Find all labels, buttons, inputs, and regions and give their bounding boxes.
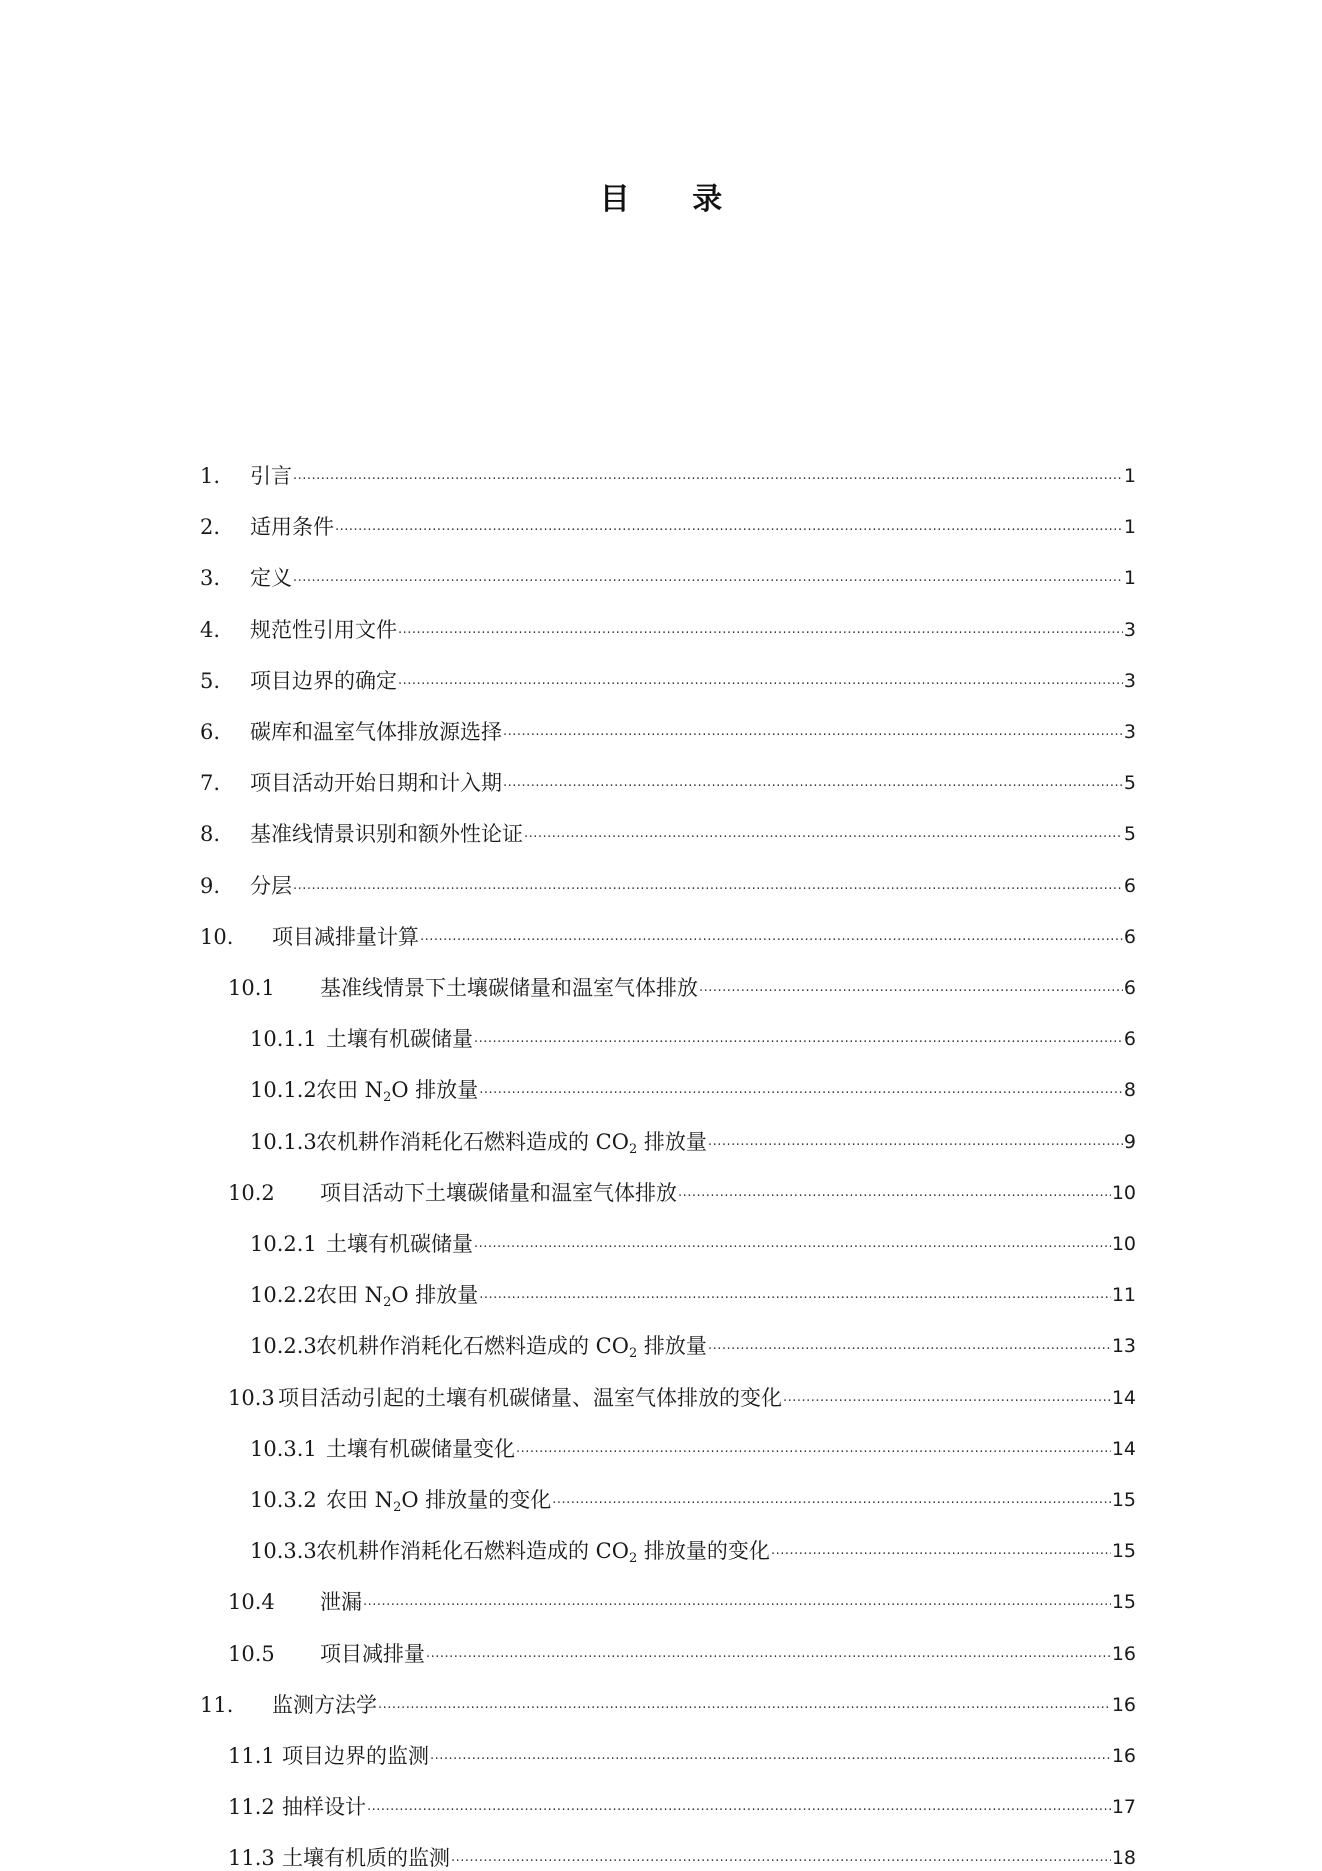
dot-leader: [479, 1077, 1123, 1103]
toc-entry-title: 项目减排量: [320, 1641, 425, 1666]
dot-leader: [503, 719, 1123, 745]
toc-entry-page-number: 15: [1111, 1489, 1136, 1511]
dot-leader: [293, 565, 1123, 591]
toc-entry-page-number: 16: [1111, 1642, 1136, 1665]
toc-entry-title: 监测方法学: [272, 1692, 377, 1717]
toc-entry-title: 农机耕作消耗化石燃料造成的 $CO_2$ 排放量: [316, 1129, 707, 1157]
toc-entry-title: 项目活动引起的土壤有机碳储量、温室气体排放的变化: [278, 1385, 782, 1410]
dot-leader: [398, 668, 1123, 694]
toc-entry-page-number: 16: [1111, 1693, 1136, 1716]
toc-entry-number: 10.3.1: [250, 1436, 317, 1461]
toc-entry-page-number: 18: [1111, 1847, 1136, 1870]
dot-leader: [699, 975, 1123, 1001]
toc-entry-page-number: 6: [1123, 1028, 1136, 1051]
toc-entry-number: 10.1.3: [250, 1129, 317, 1154]
toc-entry[interactable]: [228, 965, 1136, 1001]
toc-entry-number: 11.3: [228, 1846, 275, 1871]
dot-leader: [367, 1794, 1111, 1820]
toc-entry-number: 10.: [200, 924, 234, 949]
toc-entry-number: 1.: [200, 464, 221, 488]
toc-entry-number: 10.3.2: [250, 1488, 317, 1512]
toc-entry-title: 定义: [250, 566, 292, 591]
toc-entry-title: 基准线情景下土壤碳储量和温室气体排放: [320, 976, 698, 1000]
dot-leader: [363, 1589, 1111, 1615]
toc-entry-page-number: 10: [1111, 1233, 1136, 1255]
toc-entry-number: 10.5: [228, 1641, 275, 1666]
toc-entry[interactable]: [200, 1682, 1136, 1718]
toc-entry[interactable]: [200, 914, 1136, 950]
toc-entry[interactable]: [250, 1272, 1136, 1311]
toc-entry[interactable]: [200, 555, 1136, 591]
toc-entry-number: 7.: [200, 771, 221, 796]
toc-entry-number: 10.4: [228, 1590, 275, 1615]
toc-entry-number: 5.: [200, 668, 221, 693]
toc-entry-title: 土壤有机质的监测: [282, 1846, 450, 1871]
toc-entry-title: 项目边界的监测: [282, 1744, 429, 1768]
toc-entry-number: 10.1: [228, 976, 275, 1000]
toc-entry[interactable]: [250, 1067, 1136, 1106]
toc-entry-page-number: 9: [1123, 1130, 1136, 1153]
dot-leader: [293, 873, 1123, 899]
page-title: 目 录: [599, 182, 749, 217]
toc-entry[interactable]: [200, 504, 1136, 540]
toc-entry-page-number: 14: [1111, 1386, 1136, 1409]
toc-entry-number: 10.3.3: [250, 1539, 317, 1564]
toc-entry-number: 10.3: [228, 1385, 275, 1410]
dot-leader: [420, 924, 1123, 950]
toc-entry-title: 项目边界的确定: [250, 668, 397, 693]
toc-entry[interactable]: [200, 863, 1136, 899]
toc-entry-number: 10.1.1: [250, 1027, 317, 1052]
dot-leader: [783, 1385, 1111, 1411]
toc-entry[interactable]: [250, 1016, 1136, 1052]
toc-entry[interactable]: [250, 1528, 1136, 1567]
toc-entry-page-number: 3: [1123, 721, 1136, 743]
toc-entry-number: 10.2.1: [250, 1232, 317, 1256]
toc-entry-title: 农田 $N_2O$ 排放量的变化: [326, 1488, 552, 1515]
toc-entry-number: 3.: [200, 566, 221, 591]
dot-leader: [479, 1282, 1111, 1308]
toc-entry-page-number: 11: [1111, 1284, 1136, 1307]
dot-leader: [293, 463, 1123, 489]
dot-leader: [378, 1692, 1111, 1718]
toc-entry[interactable]: [228, 1579, 1136, 1615]
toc-entry-number: 9.: [200, 873, 221, 898]
toc-entry-title: 农田 $N_2O$ 排放量: [316, 1078, 479, 1106]
toc-entry-page-number: 1: [1123, 465, 1136, 487]
toc-entry-title: 农田 $N_2O$ 排放量: [316, 1283, 479, 1311]
toc-entry[interactable]: [200, 607, 1136, 643]
toc-entry[interactable]: [250, 1221, 1136, 1257]
dot-leader: [398, 617, 1123, 643]
toc-entry-page-number: 16: [1111, 1745, 1136, 1767]
toc-entry[interactable]: [200, 760, 1136, 796]
toc-entry-page-number: 10: [1111, 1181, 1136, 1204]
toc-entry-title: 土壤有机碳储量变化: [326, 1436, 515, 1461]
toc-entry-page-number: 3: [1123, 618, 1136, 641]
toc-entry-title: 项目活动开始日期和计入期: [250, 771, 502, 796]
dot-leader: [335, 514, 1123, 540]
dot-leader: [524, 821, 1123, 847]
toc-entry-page-number: 13: [1111, 1335, 1136, 1358]
toc-entry-page-number: 3: [1123, 669, 1136, 692]
toc-entry-number: 11.1: [228, 1744, 275, 1768]
dot-leader: [516, 1436, 1111, 1462]
toc-entry[interactable]: [228, 1733, 1136, 1769]
toc-entry-number: 10.1.2: [250, 1078, 317, 1103]
toc-entry-page-number: 5: [1123, 772, 1136, 795]
toc-entry[interactable]: [200, 709, 1136, 745]
dot-leader: [474, 1231, 1111, 1257]
toc-entry-page-number: 15: [1111, 1540, 1136, 1563]
toc-entry-page-number: 6: [1123, 925, 1136, 948]
toc-entry-title: 项目活动下土壤碳储量和温室气体排放: [320, 1180, 677, 1205]
dot-leader: [708, 1129, 1123, 1155]
toc-entry-title: 土壤有机碳储量: [326, 1232, 473, 1256]
toc-entry-page-number: 5: [1123, 823, 1136, 846]
toc-entry-title: 规范性引用文件: [250, 617, 397, 642]
toc-entry-number: 10.2.3: [250, 1334, 317, 1359]
toc-entry[interactable]: [250, 1323, 1136, 1362]
toc-entry-title: 农机耕作消耗化石燃料造成的 $CO_2$ 排放量的变化: [316, 1539, 770, 1567]
toc-entry[interactable]: [200, 658, 1136, 694]
toc-entry-title: 土壤有机碳储量: [326, 1027, 473, 1052]
toc-entry-page-number: 8: [1123, 1079, 1136, 1102]
toc-entry[interactable]: [200, 453, 1136, 489]
toc-entry[interactable]: [228, 1170, 1136, 1206]
dot-leader: [678, 1180, 1111, 1206]
toc-entry-title: 引言: [250, 464, 292, 488]
toc-entry-number: 10.2: [228, 1180, 275, 1205]
toc-entry-number: 2.: [200, 515, 221, 540]
toc-entry[interactable]: [250, 1426, 1136, 1462]
toc-entry-page-number: 14: [1111, 1437, 1136, 1460]
toc-entry-title: 适用条件: [250, 515, 334, 540]
toc-entry-page-number: 17: [1111, 1796, 1136, 1819]
toc-entry-title: 农机耕作消耗化石燃料造成的 $CO_2$ 排放量: [316, 1334, 707, 1362]
toc-entry-page-number: 1: [1123, 516, 1136, 539]
dot-leader: [552, 1487, 1111, 1513]
toc-entry[interactable]: [250, 1119, 1136, 1155]
toc-entry-title: 碳库和温室气体排放源选择: [250, 720, 502, 744]
toc-entry[interactable]: [228, 1835, 1136, 1871]
toc-entry-page-number: 6: [1123, 977, 1136, 999]
dot-leader: [430, 1743, 1111, 1769]
toc-entry-title: 抽样设计: [282, 1795, 366, 1820]
dot-leader: [503, 770, 1123, 796]
toc-entry-page-number: 15: [1111, 1591, 1136, 1614]
toc-entry-page-number: 1: [1123, 567, 1136, 590]
toc-entry-number: 11.: [200, 1692, 234, 1717]
dot-leader: [474, 1026, 1123, 1052]
dot-leader: [426, 1641, 1111, 1667]
toc-entry-number: 6.: [200, 720, 221, 744]
dot-leader: [708, 1333, 1111, 1359]
toc-entry[interactable]: [228, 1375, 1136, 1411]
toc-entry[interactable]: [250, 1477, 1136, 1513]
toc-entry[interactable]: [228, 1784, 1136, 1820]
dot-leader: [771, 1538, 1111, 1564]
toc-entry-title: 分层: [250, 873, 292, 898]
toc-entry-number: 11.2: [228, 1795, 275, 1820]
toc-entry-page-number: 6: [1123, 874, 1136, 897]
toc-entry-number: 8.: [200, 822, 221, 847]
dot-leader: [451, 1845, 1111, 1871]
toc-entry[interactable]: [228, 1631, 1136, 1667]
toc-entry-title: 项目减排量计算: [272, 924, 419, 949]
toc-entry-title: 泄漏: [320, 1590, 362, 1615]
toc-entry-number: 10.2.2: [250, 1283, 317, 1308]
toc-entry[interactable]: [200, 811, 1136, 847]
toc-entry-title: 基准线情景识别和额外性论证: [250, 822, 523, 847]
toc-entry-number: 4.: [200, 617, 221, 642]
